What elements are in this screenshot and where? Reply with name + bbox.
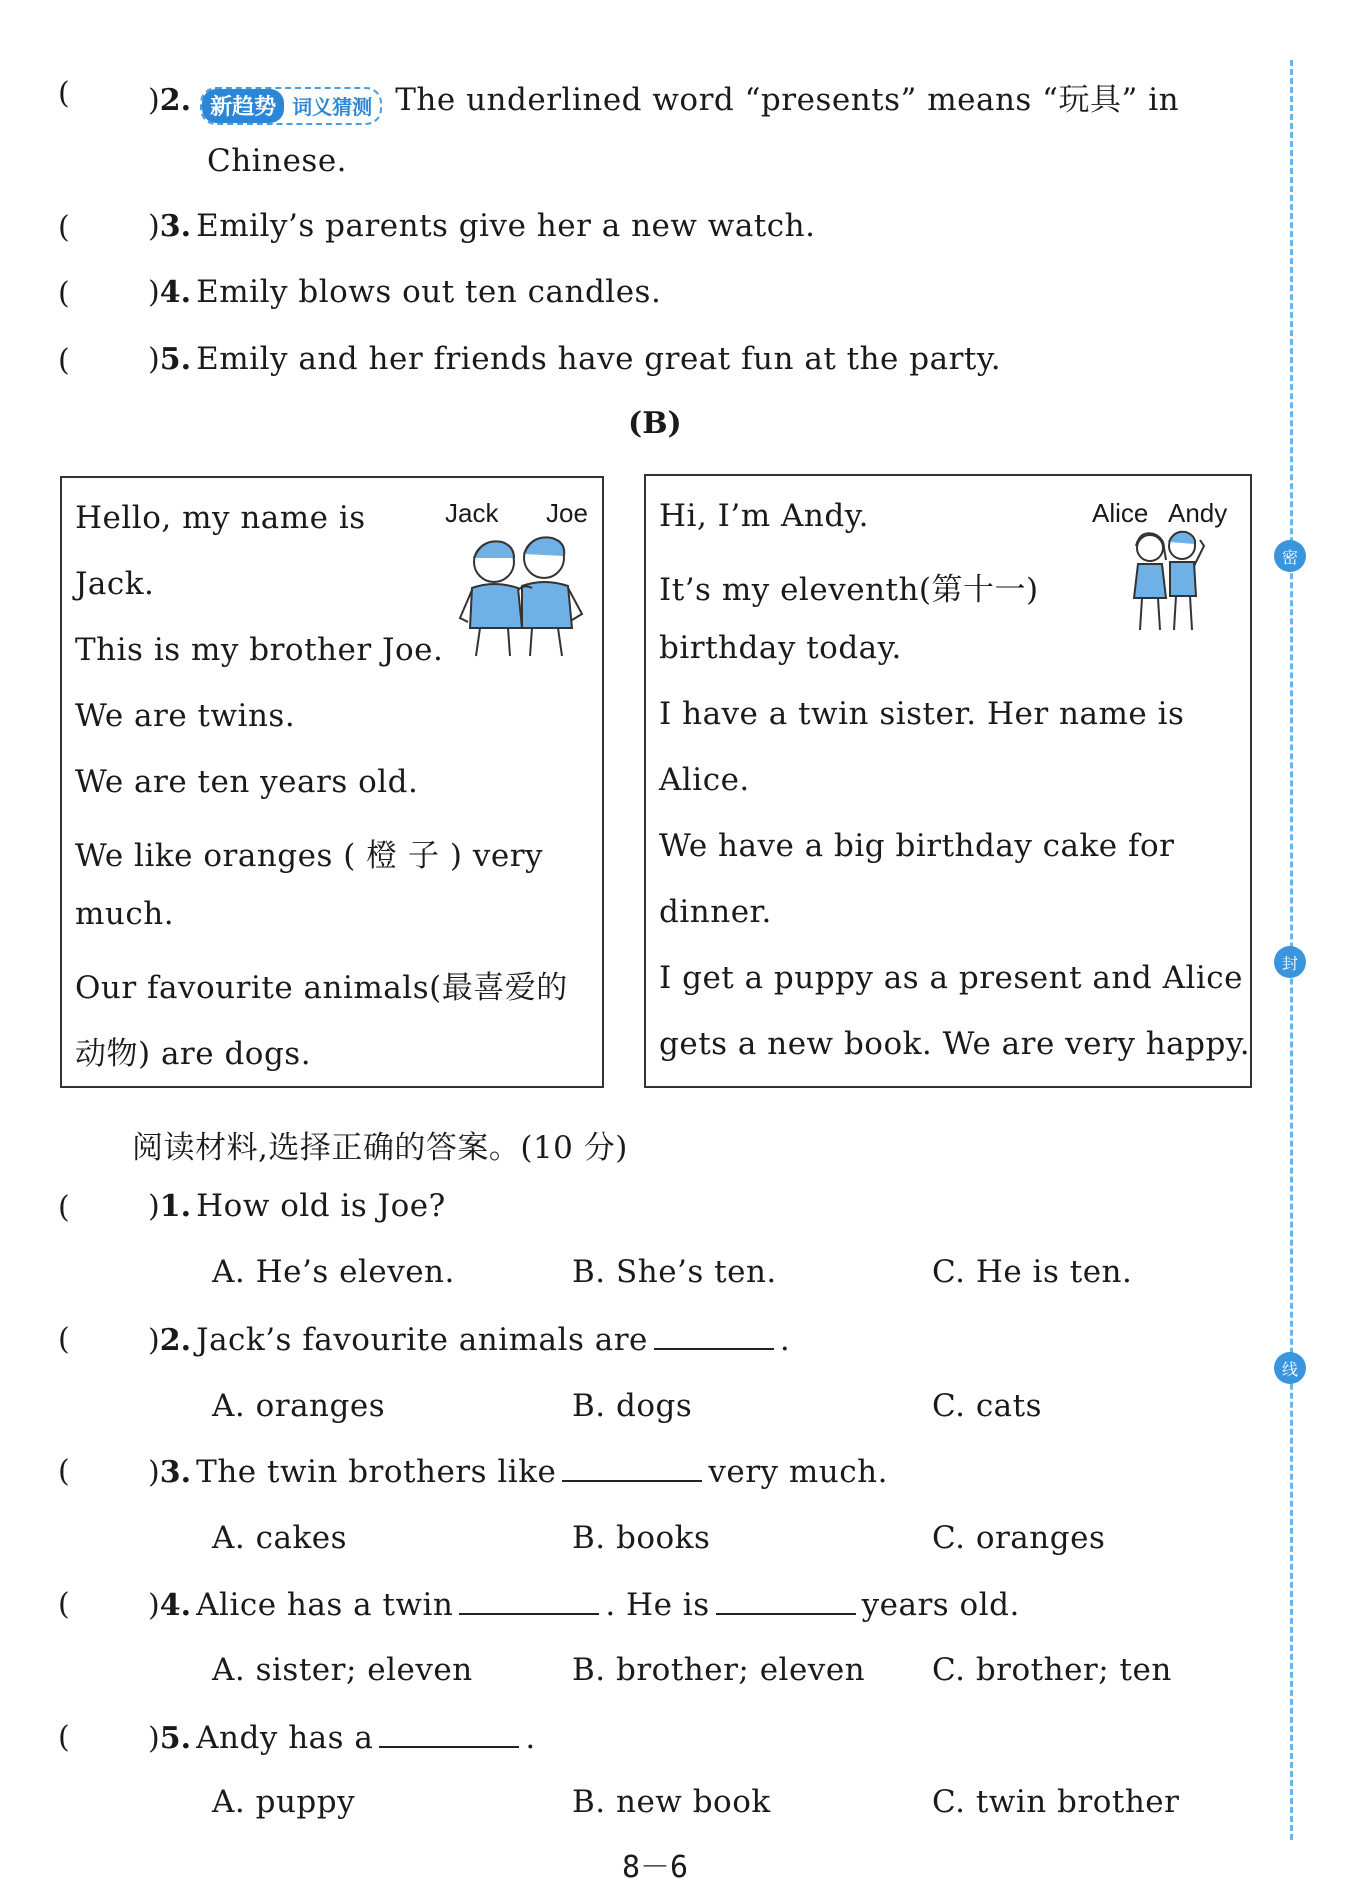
binding-mark: 密 [1274, 540, 1306, 572]
question-number: 5. [159, 1721, 192, 1756]
alice-andy-illustration [1126, 526, 1208, 636]
passage-right-line: gets a new book. We are very happy. [659, 1026, 1251, 1062]
answer-paren-open: ( [58, 76, 70, 111]
option-c: C. cats [932, 1388, 1043, 1424]
question-stem: Andy has a [196, 1720, 374, 1756]
question-number: 4. [159, 275, 192, 310]
answer-paren-close: ) [148, 83, 160, 118]
answer-paren-close: ) [148, 1323, 160, 1358]
caption-jack: Jack [445, 498, 499, 528]
passage-right-line: I have a twin sister. Her name is [659, 696, 1185, 732]
question-number: 4. [159, 1588, 192, 1623]
passage-right-line: birthday today. [659, 630, 902, 666]
passage-right-line: We have a big birthday cake for [659, 828, 1175, 864]
answer-paren-close: ) [148, 1588, 160, 1623]
option-c: C. oranges [932, 1520, 1106, 1556]
option-a: A. He’s eleven. [212, 1254, 455, 1290]
option-a: A. oranges [212, 1388, 386, 1424]
passage-box-right [644, 474, 1252, 1088]
question-number: 2. [159, 83, 192, 118]
option-c: C. twin brother [932, 1784, 1180, 1820]
caption-alice: Alice [1092, 498, 1149, 528]
question-3-a [148, 208, 815, 244]
caption-joe: Joe [546, 498, 588, 528]
question-number: 3. [159, 209, 192, 244]
passage-left-line: Hello, my name is [75, 500, 366, 536]
twin-boys-illustration [452, 528, 592, 658]
binding-mark: 封 [1274, 946, 1306, 978]
option-a: A. puppy [212, 1784, 356, 1820]
answer-paren-open: ( [58, 1322, 70, 1357]
answer-paren-open: ( [58, 1190, 70, 1225]
section-b-title: (B) [628, 406, 682, 441]
answer-paren-open: ( [58, 343, 70, 378]
answer-paren-open: ( [58, 1454, 70, 1489]
option-b: B. brother; eleven [572, 1652, 866, 1688]
question-5-a [148, 341, 1001, 377]
passage-box-left [60, 476, 604, 1088]
answer-paren-close: ) [148, 1455, 160, 1490]
passage-left-line: We are ten years old. [75, 764, 419, 800]
answer-paren-open: ( [58, 1720, 70, 1755]
question-number: 2. [159, 1323, 192, 1358]
question-stem-end: years old. [861, 1587, 1020, 1623]
passage-left-line: We like oranges ( 橙 子 ) very [75, 838, 544, 874]
question-4-b [148, 1585, 1020, 1623]
option-b: B. She’s ten. [572, 1254, 777, 1290]
passage-right-line: dinner. [659, 894, 772, 930]
new-trend-badge [200, 87, 382, 125]
answer-blank[interactable] [654, 1320, 774, 1350]
option-a: A. cakes [212, 1520, 347, 1556]
answer-paren-close: ) [148, 1721, 160, 1756]
passage-left-line: 动物) are dogs. [75, 1036, 312, 1072]
passage-left-line: We are twins. [75, 698, 296, 734]
option-b: B. books [572, 1520, 711, 1556]
option-b: B. new book [572, 1784, 771, 1820]
question-1-b [148, 1188, 446, 1224]
answer-paren-open: ( [58, 210, 70, 245]
answer-paren-open: ( [58, 276, 70, 311]
question-stem: Alice has a twin [196, 1587, 454, 1623]
passage-right-line: Hi, I’m Andy. [659, 498, 869, 534]
answer-paren-close: ) [148, 342, 160, 377]
question-text-cont: Chinese. [207, 143, 348, 179]
caption-andy: Andy [1168, 498, 1228, 528]
question-text: Emily and her friends have great fun at the party. [196, 341, 1002, 377]
passage-left-line: This is my brother Joe. [75, 632, 444, 668]
binding-mark: 线 [1274, 1352, 1306, 1384]
answer-blank[interactable] [562, 1452, 702, 1482]
question-number: 5. [159, 342, 192, 377]
answer-paren-close: ) [148, 1189, 160, 1224]
question-number: 3. [159, 1455, 192, 1490]
question-stem-mid: . He is [605, 1587, 710, 1623]
answer-blank[interactable] [716, 1585, 856, 1615]
question-text: Emily blows out ten candles. [196, 274, 662, 310]
question-2-a [148, 74, 1179, 125]
question-stem-end: very much. [708, 1454, 888, 1490]
question-stem: Jack’s favourite animals are [196, 1322, 648, 1358]
question-3-b [148, 1452, 888, 1490]
question-stem: How old is Joe? [196, 1188, 446, 1224]
answer-paren-close: ) [148, 209, 160, 244]
passage-right-line: It’s my eleventh(第十一) [659, 572, 1039, 608]
passage-left-line: much. [75, 896, 175, 932]
option-c: C. He is ten. [932, 1254, 1133, 1290]
question-text: The underlined word “presents” means “玩具” in [395, 82, 1180, 118]
question-stem: The twin brothers like [196, 1454, 557, 1490]
badge-sub: 词义猜测 [292, 95, 373, 119]
question-stem-end: . [525, 1720, 536, 1756]
page-number: 8－6 [622, 1850, 689, 1885]
option-c: C. brother; ten [932, 1652, 1172, 1688]
question-5-b [148, 1718, 536, 1756]
badge-main: 新趋势 [202, 89, 284, 123]
option-b: B. dogs [572, 1388, 693, 1424]
option-a: A. sister; eleven [212, 1652, 473, 1688]
answer-paren-open: ( [58, 1587, 70, 1622]
passage-right-line: Alice. [659, 762, 750, 798]
passage-left-line: Jack. [75, 566, 155, 602]
answer-blank[interactable] [379, 1718, 519, 1748]
answer-paren-close: ) [148, 275, 160, 310]
question-text: Emily’s parents give her a new watch. [196, 208, 816, 244]
answer-blank[interactable] [459, 1585, 599, 1615]
passage-right-line: I get a puppy as a present and Alice [659, 960, 1243, 996]
question-2-b [148, 1320, 790, 1358]
question-stem-end: . [779, 1322, 791, 1358]
passage-left-line: Our favourite animals(最喜爱的 [75, 970, 568, 1006]
section-instruction: 阅读材料,选择正确的答案。(10 分) [132, 1130, 628, 1166]
question-number: 1. [159, 1189, 192, 1224]
question-4-a [148, 274, 661, 310]
